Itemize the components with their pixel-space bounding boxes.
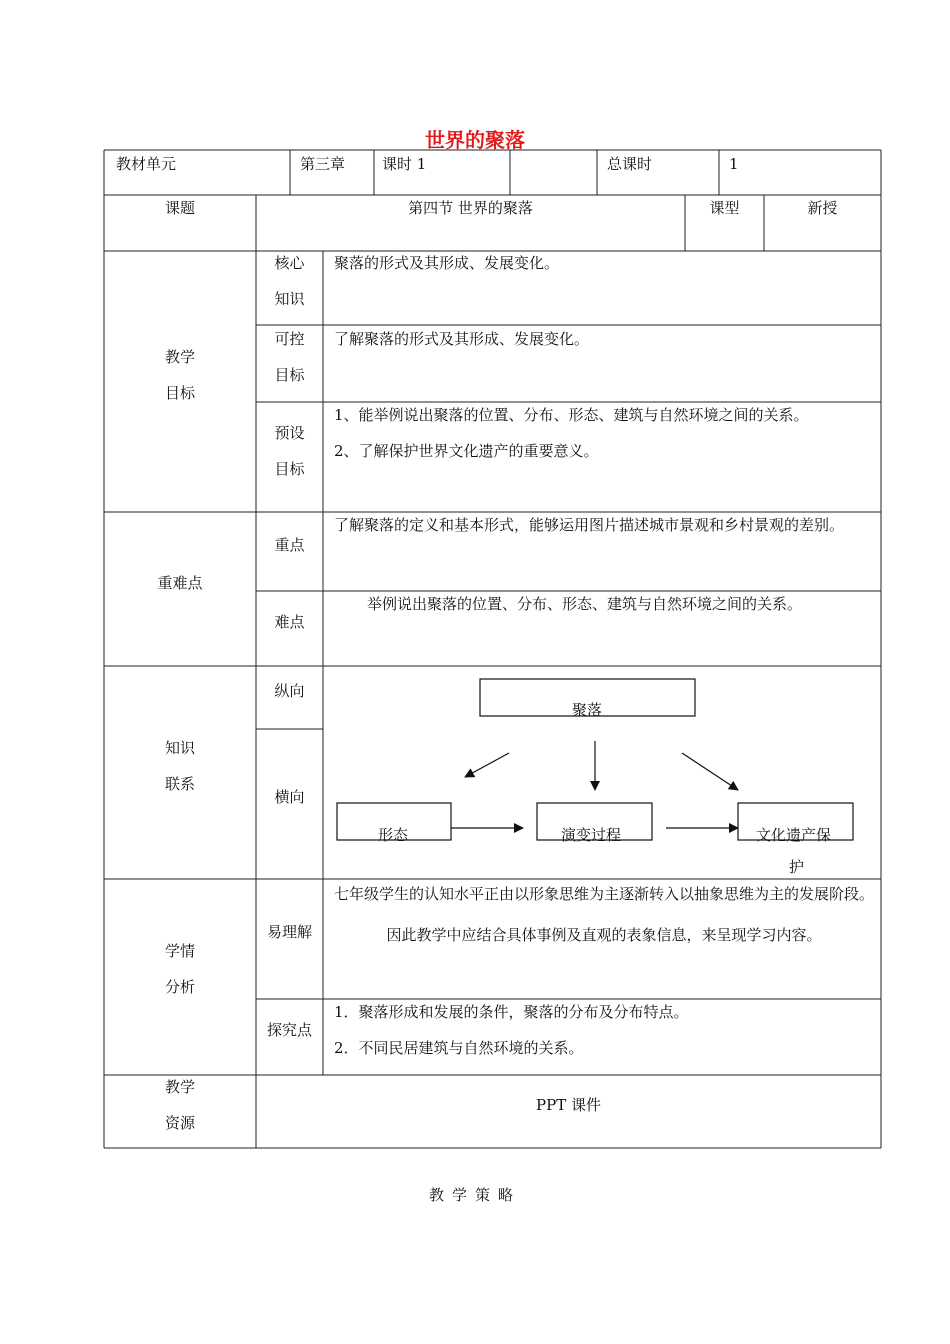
diagram-label-heritage-2: 护	[789, 858, 805, 876]
ctrl-text: 了解聚落的形式及其形成、发展变化。	[334, 330, 590, 348]
ctrl-label-line2: 目标	[274, 366, 305, 384]
preset-label-line2: 目标	[274, 460, 305, 478]
arrow-to-form	[465, 753, 509, 777]
resources-value: PPT 课件	[536, 1096, 601, 1114]
easy-text: 七年级学生的认知水平正由以形象思维为主逐渐转入以抽象思维为主的发展阶段。因此教学中应结合具体事例及直观的表象信息，来呈现学习内容。	[334, 885, 875, 944]
vertical-label: 纵向	[274, 682, 305, 700]
preset-item-2: 2、了解保护世界文化遗产的重要意义。	[334, 442, 599, 460]
knowledge-label-line2: 联系	[164, 775, 195, 793]
core-label-line1: 核心	[274, 254, 305, 272]
analysis-label-line1: 学情	[164, 942, 195, 960]
type-value: 新授	[807, 199, 838, 217]
horizontal-label: 横向	[274, 788, 305, 806]
topic-label: 课题	[164, 199, 195, 217]
resources-label-line2: 资源	[164, 1114, 195, 1132]
arrow-to-heritage	[682, 753, 738, 790]
lesson-value: 课时 1	[382, 155, 427, 173]
analysis-label-line2: 分析	[164, 978, 195, 996]
diagram-label-heritage-1: 文化遗产保	[756, 826, 832, 844]
ctrl-label-line1: 可控	[274, 330, 305, 348]
resources-label-line1: 教学	[164, 1078, 195, 1096]
explore-label: 探究点	[266, 1021, 312, 1039]
key-text: 了解聚落的定义和基本形式，能够运用图片描述城市景观和乡村景观的差别。	[334, 516, 845, 534]
keypoints-label: 重难点	[157, 574, 203, 592]
diagram-label-evolution: 演变过程	[561, 826, 622, 844]
diagram-label-settlement: 聚落	[572, 701, 603, 719]
key-label: 重点	[274, 536, 305, 554]
topic-value: 第四节 世界的聚落	[408, 199, 533, 217]
page-title: 世界的聚落	[425, 128, 525, 152]
objectives-label-line1: 教学	[164, 348, 195, 366]
preset-item-1: 1、能举例说出聚落的位置、分布、形态、建筑与自然环境之间的关系。	[334, 406, 809, 424]
knowledge-label-line1: 知识	[164, 739, 195, 757]
difficulty-text: 举例说出聚落的位置、分布、形态、建筑与自然环境之间的关系。	[367, 595, 803, 613]
easy-label: 易理解	[266, 923, 312, 941]
type-label: 课型	[709, 199, 740, 217]
explore-item-2: 2．不同民居建筑与自然环境的关系。	[334, 1039, 584, 1057]
core-text: 聚落的形式及其形成、发展变化。	[334, 254, 560, 272]
total-value: 1	[729, 155, 739, 173]
chapter-value: 第三章	[300, 155, 346, 173]
unit-label: 教材单元	[116, 155, 177, 173]
total-label: 总课时	[607, 155, 653, 173]
section-heading-strategy: 教学策略	[428, 1186, 521, 1204]
core-label-line2: 知识	[274, 290, 305, 308]
difficulty-label: 难点	[274, 613, 305, 631]
preset-label-line1: 预设	[274, 424, 305, 442]
objectives-label-line2: 目标	[164, 384, 195, 402]
explore-item-1: 1．聚落形成和发展的条件，聚落的分布及分布特点。	[334, 1003, 689, 1021]
diagram-label-form: 形态	[378, 826, 409, 844]
